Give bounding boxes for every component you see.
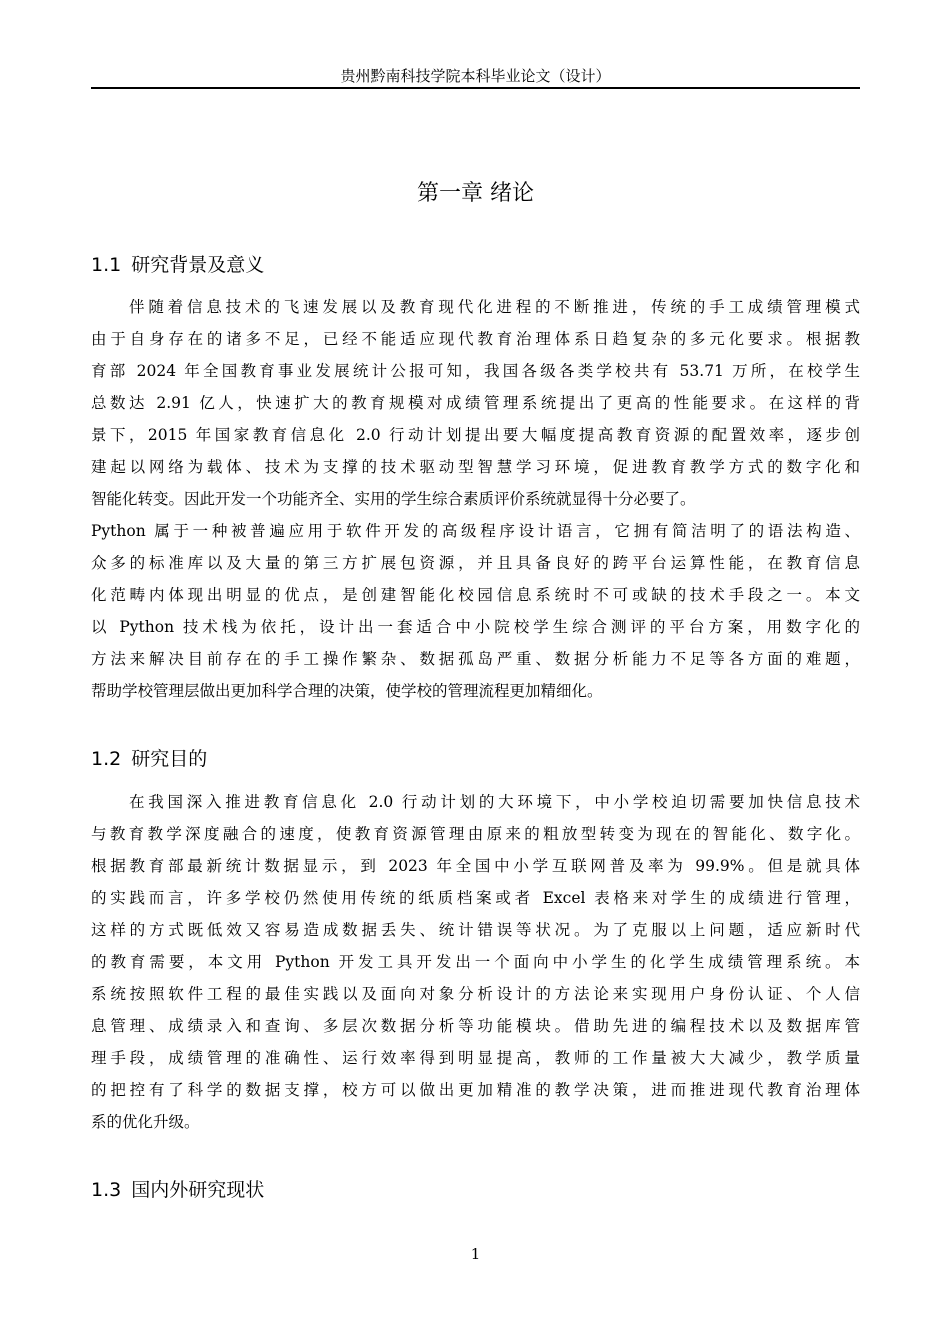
- running-header: 贵州黔南科技学院本科毕业论文（设计）: [340, 67, 611, 85]
- section-title: 研究目的: [131, 748, 208, 770]
- header-rule: [91, 87, 860, 89]
- paragraph-line: 息管理、成绩录入和查询、多层次数据分析等功能模块。借助先进的编程技术以及数据库管: [91, 1017, 860, 1035]
- paragraph-line: 众多的标准库以及大量的第三方扩展包资源，并且具备良好的跨平台运算性能，在教育信息: [91, 554, 860, 572]
- section-heading-1-1: [91, 251, 264, 279]
- paragraph-research-background: [91, 291, 860, 707]
- paragraph-line: 在我国深入推进教育信息化 2.0 行动计划的大环境下，中小学校迫切需要加快信息技术: [129, 793, 860, 811]
- section-heading-1-2: [91, 745, 207, 773]
- paragraph-line: 的教育需要，本文用 Python 开发工具开发出一个面向中小学生的化学生成绩管理系统。本: [91, 953, 860, 971]
- paragraph-line: Python 属于一种被普遍应用于软件开发的高级程序设计语言，它拥有简洁明了的语法构造、: [91, 522, 860, 540]
- paragraph-line: 智能化转变。因此开发一个功能齐全、实用的学生综合素质评价系统就显得十分必要了。: [91, 490, 696, 508]
- section-heading-1-3: [91, 1176, 264, 1204]
- paragraph-line: 与教育教学深度融合的速度，使教育资源管理由原来的粗放型转变为现在的智能化、数字化。: [91, 825, 860, 843]
- paragraph-line: 由于自身存在的诸多不足，已经不能适应现代教育治理体系日趋复杂的多元化要求。根据教: [91, 330, 860, 348]
- chapter-title: 第一章 绪论: [417, 181, 534, 206]
- paragraph-line: 化范畴内体现出明显的优点，是创建智能化校园信息系统时不可或缺的技术手段之一。本文: [91, 586, 860, 604]
- paragraph-line: 根据教育部最新统计数据显示，到 2023 年全国中小学互联网普及率为 99.9%。但是就具体: [91, 857, 860, 875]
- section-number: 1.1: [91, 254, 122, 276]
- section-title: 研究背景及意义: [131, 254, 265, 276]
- paragraph-line: 伴随着信息技术的飞速发展以及教育现代化进程的不断推进，传统的手工成绩管理模式: [129, 298, 860, 316]
- paragraph-line: 以 Python 技术栈为依托，设计出一套适合中小院校学生综合测评的平台方案，用数字化的: [91, 618, 860, 636]
- paragraph-line: 系的优化升级。: [91, 1113, 200, 1131]
- page-number: 1: [470, 1245, 481, 1263]
- paragraph-line: 帮助学校管理层做出更加科学合理的决策，使学校的管理流程更加精细化。: [91, 682, 603, 700]
- paragraph-line: 理手段，成绩管理的准确性、运行效率得到明显提高，教师的工作量被大大减少，教学质量: [91, 1049, 860, 1067]
- paragraph-line: 建起以网络为载体、技术为支撑的技术驱动型智慧学习环境，促进教育教学方式的数字化和: [91, 458, 860, 476]
- paragraph-line: 系统按照软件工程的最佳实践以及面向对象分析设计的方法论来实现用户身份认证、个人信: [91, 985, 860, 1003]
- paragraph-line: 景下，2015 年国家教育信息化 2.0 行动计划提出要大幅度提高教育资源的配置效率，逐步创: [91, 426, 860, 444]
- paragraph-line: 育部 2024 年全国教育事业发展统计公报可知，我国各级各类学校共有 53.71 万所，在校学生: [91, 362, 860, 380]
- paragraph-line: 总数达 2.91 亿人，快速扩大的教育规模对成绩管理系统提出了更高的性能要求。在这样的背: [91, 394, 860, 412]
- paragraph-research-purpose: [91, 786, 860, 1138]
- section-number: 1.2: [91, 748, 122, 770]
- section-number: 1.3: [91, 1179, 122, 1201]
- paragraph-line: 的把控有了科学的数据支撑，校方可以做出更加精准的教学决策，进而推进现代教育治理体: [91, 1081, 860, 1099]
- paragraph-line: 方法来解决目前存在的手工操作繁杂、数据孤岛严重、数据分析能力不足等各方面的难题，: [91, 650, 860, 668]
- paragraph-line: 的实践而言，许多学校仍然使用传统的纸质档案或者 Excel 表格来对学生的成绩进行管理，: [91, 889, 860, 907]
- section-title: 国内外研究现状: [131, 1179, 265, 1201]
- paragraph-line: 这样的方式既低效又容易造成数据丢失、统计错误等状况。为了克服以上问题，适应新时代: [91, 921, 860, 939]
